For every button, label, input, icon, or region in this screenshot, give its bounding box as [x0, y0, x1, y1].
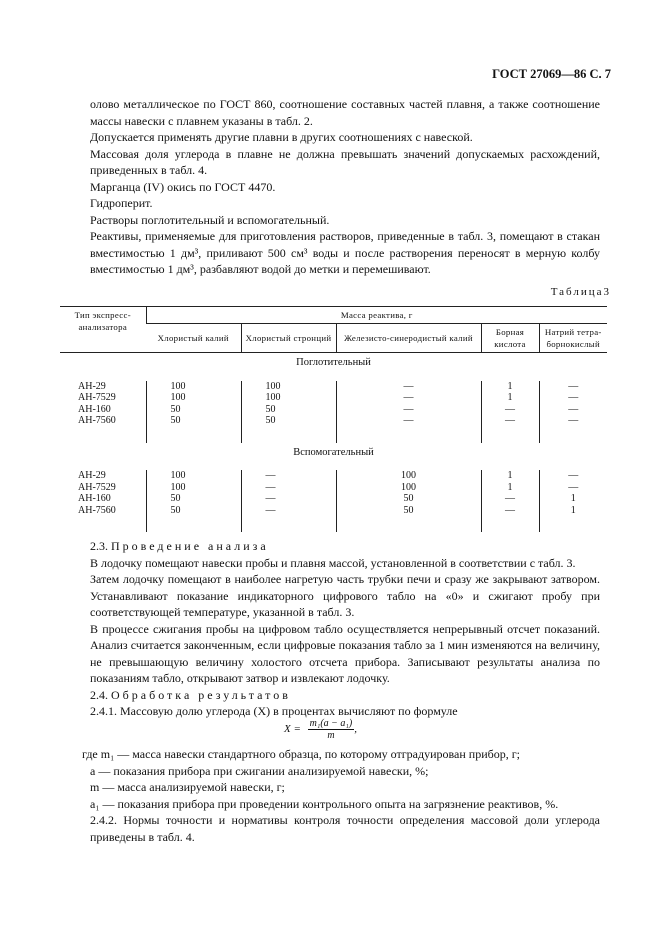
mass-cell: 50 [146, 505, 241, 533]
table-row [60, 404, 607, 416]
paragraph: 2.4.2. Нормы точности и нормативы контроля точности определения массовой доли углерода приведены в табл. 4. [90, 813, 600, 844]
col-header: Борная кислота [481, 324, 539, 353]
section-2-3 [90, 538, 600, 720]
table-row [60, 482, 607, 494]
paragraph: Реактивы, применяемые для приготовления растворов, приведенные в табл. 3, помещают в стакан вместимостью 1 дм³, приливают 500 см³ воды и после растворения переносят в мерную колбу вместимостью 1 дм³, разбавляют водой до метки и перемешивают. [90, 229, 600, 276]
formula [284, 718, 357, 741]
paragraph: Допускается применять другие плавни в других соотношениях с навеской. [90, 130, 473, 144]
section-number: 2.4. [90, 687, 108, 702]
mass-cell: 100 [336, 470, 481, 482]
analyzer-type-cell: АН-29 [78, 380, 106, 392]
table-row [60, 381, 607, 393]
paragraph: Гидроперит. [90, 196, 153, 210]
analyzer-type-cell: АН-29 [78, 470, 106, 481]
mass-cell: — [539, 470, 607, 482]
col-header: Железисто-синеродистый калий [336, 324, 481, 353]
definition: a — показания прибора при сжигании анализируемой навески, %; [90, 763, 429, 778]
section-number: 2.3. [90, 539, 108, 553]
mass-cell: — [539, 381, 607, 393]
col-header: Натрий тетра-борнокислый [539, 324, 607, 353]
mass-cell: — [336, 381, 481, 393]
mass-cell: — [481, 404, 539, 416]
intro-text [90, 96, 600, 278]
mass-cell: 50 [146, 493, 241, 505]
mass-cell: — [241, 470, 336, 482]
mass-cell: 1 [481, 381, 539, 393]
formula-denominator: m [327, 730, 335, 741]
mass-cell: — [481, 493, 539, 505]
formula-tail: , [354, 723, 357, 736]
analyzer-type-cell: АН-7560 [78, 415, 116, 426]
definitions [82, 746, 600, 845]
paragraph: Массовая доля углерода в плавне не должна превышать значений допускаемых расхождений, приведенных в табл. 4. [90, 146, 600, 177]
mass-cell: 50 [241, 415, 336, 443]
group-label: Поглотительный [296, 357, 371, 368]
table-row [60, 415, 607, 443]
mass-cell: 100 [336, 482, 481, 494]
mass-cell: 100 [241, 381, 336, 393]
mass-cell: — [241, 493, 336, 505]
mass-cell: — [539, 404, 607, 416]
col-header: Хлористый калий [146, 324, 241, 353]
analyzer-type-cell: АН-7529 [78, 392, 116, 403]
table-row [60, 505, 607, 533]
section-heading: Обработка результатов [111, 687, 291, 702]
mass-cell: 1 [481, 470, 539, 482]
mass-cell: — [481, 505, 539, 533]
mass-cell: 100 [146, 381, 241, 393]
mass-cell: — [336, 415, 481, 443]
col-header: Хлористый стронций [241, 324, 336, 353]
table-caption: Таблица3 [550, 286, 611, 298]
paragraph: Затем лодочку помещают в наиболее нагретую часть трубки печи и сразу же закрывают затвором. Устанавливают показание индикаторного цифрового табло на «0» и сжигают пробу при соответствующей температуре, указанной в табл. 3. [90, 572, 600, 619]
mass-cell: — [336, 392, 481, 404]
definition: m — масса анализируемой навески, г; [90, 780, 285, 794]
col-type-header: Тип экспресс-анализатора [60, 307, 146, 353]
mass-cell: — [241, 482, 336, 494]
formula-numerator: m₁(a − a₁) [309, 718, 353, 729]
definition: a₁ — показания прибора при проведении контрольного опыта на загрязнение реактивов, %. [90, 796, 559, 811]
paragraph: 2.4.1. Массовую долю углерода (X) в процентах вычисляют по формуле [90, 704, 458, 718]
mass-cell: 100 [146, 470, 241, 482]
mass-cell: 50 [241, 404, 336, 416]
group-label: Вспомогательный [293, 446, 374, 458]
analyzer-type-cell: АН-7560 [78, 504, 116, 516]
mass-cell: 50 [336, 505, 481, 533]
analyzer-type-cell: АН-160 [78, 403, 111, 415]
formula-fraction [308, 718, 355, 741]
mass-cell: — [336, 404, 481, 416]
paragraph: В процессе сжигания пробы на цифровом табло осуществляется непрерывный отсчет показаний. Анализ считается законченным, если цифровые показания табло за 1 мин изменяются на величину, не превышающую величину холостого отсчета прибора. Записывают результаты анализа по показаниям табло, открывают затвор и извлекают лодочку. [90, 621, 600, 685]
paragraph: Растворы поглотительный и вспомогательный. [90, 212, 330, 227]
page-header: ГОСТ 27069—86 С. 7 [492, 67, 611, 81]
mass-cell: 1 [539, 493, 607, 505]
analyzer-type-cell: АН-160 [78, 493, 111, 504]
mass-cell: — [539, 482, 607, 494]
mass-cell: 1 [481, 392, 539, 404]
paragraph: олово металлическое по ГОСТ 860, соотношение составных частей плавня, а также соотношение массы навески с плавнем указаны в табл. 2. [90, 97, 600, 128]
mass-cell: 1 [539, 505, 607, 533]
table-row [60, 392, 607, 404]
mass-cell: 50 [336, 493, 481, 505]
mass-cell: — [539, 392, 607, 404]
table-row [60, 493, 607, 505]
mass-cell: 50 [146, 404, 241, 416]
table-body [60, 353, 607, 533]
mass-cell: 50 [146, 415, 241, 443]
mass-cell: — [241, 505, 336, 533]
mass-cell: 100 [146, 482, 241, 494]
paragraph: В лодочку помещают навески пробы и плавня массой, установленной в соответствии с табл. 3. [90, 555, 576, 570]
formula-lhs: X = [284, 723, 301, 736]
mass-cell: 1 [481, 482, 539, 494]
mass-cell: — [539, 415, 607, 443]
mass-cell: — [481, 415, 539, 443]
definition: где m₁ — масса навески стандартного образца, по которому отградуирован прибор, г; [82, 747, 520, 761]
mass-group-header: Масса реактива, г [146, 307, 607, 324]
analyzer-type-cell: АН-7529 [78, 481, 116, 493]
reagent-table [60, 306, 607, 532]
table-row [60, 470, 607, 482]
section-heading: Проведение анализа [111, 539, 269, 553]
mass-cell: 100 [241, 392, 336, 404]
mass-cell: 100 [146, 392, 241, 404]
paragraph: Марганца (IV) окись по ГОСТ 4470. [90, 179, 276, 194]
